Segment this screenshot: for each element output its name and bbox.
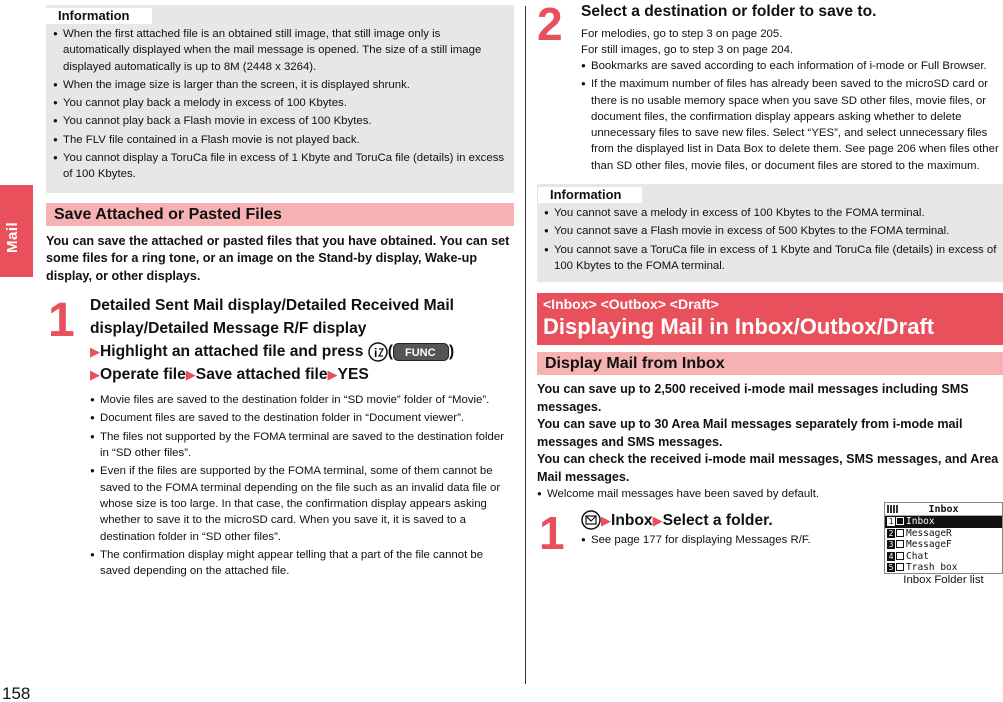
folder-row [885,516,1002,528]
note-bullet: ● Even if the files are supported by the FOMA terminal, some of them cannot be saved to the FOMA terminal depending on the file such as an invalid data file or whose size is too large. In that case, the confirmation display appears asking whether to save it to the microSD card. When you save it, it is saved to a destination folder in “SD other files”. [90,463,514,544]
row-number: 4 [888,551,894,561]
note-bullet: ● The confirmation display might appear telling that a part of the file cannot be saved depending on the attached file. [90,547,514,580]
step-line-1: Detailed Sent Mail display/Detailed Received Mail display/Detailed Message R/F display [90,297,454,338]
note-bullet: ● The files not supported by the FOMA terminal are saved to the destination folder in “SD other files”. [90,429,514,462]
arrow-icon: ▶ [327,367,338,383]
info-bullet: ● The FLV file contained in a Flash movie is not played back. [53,132,508,148]
step-title: Detailed Sent Mail display/Detailed Received Mail display/Detailed Message R/F display ▶Highlight an attached file and press i ( FUNC ) ▶Operate file▶Save attached file▶YES [90,297,455,384]
func-key-label: FUNC [404,347,436,360]
info-bullet: ● You cannot display a ToruCa file in excess of 1 Kbyte and ToruCa file (details) in excess of 100 Kbytes. [53,150,508,183]
step-number-text: 1 [539,508,565,555]
note-bullet: ● Movie files are saved to the destination folder in “SD movie” folder of “Movie”. [90,392,514,408]
row-number: 3 [888,540,894,550]
arrow-icon: ▶ [90,344,100,360]
info-bullet: ● When the first attached file is an obtained still image, that still image only is automatically displayed when the mail message is opened. The size of a still image displayed automatically is up to 8M (2448 x 3264). [53,26,508,75]
step-text: For melodies, go to step 3 on page 205. [581,28,783,40]
paragraph: You can save up to 2,500 received i-mode mail messages including SMS messages. [537,382,969,414]
title-band-subtitle: <Inbox> <Outbox> <Draft> [543,296,719,313]
step-line-3a: Operate file [100,366,186,384]
step-2-notes [581,58,1003,174]
note-bullet: ● Welcome mail messages have been saved by default. [537,486,1003,502]
folder-row [885,528,1002,540]
note-bullet: ● If the maximum number of files has already been saved to the microSD card or there is no usable memory space when you save SD other files, movie files, or document files, the confirmation display appears asking whether to delete unnecessary files to save new files. Select “YES”, and select unnecessary files from the displayed list in Data Box to delete them. See page 206 when files other than SD other files, movie files, or document files are stored to the maximum. [581,76,1003,174]
folder-icon [896,540,904,548]
signal-icon [887,505,899,513]
information-label: Information [46,8,152,24]
step-2 [537,0,1003,174]
column-divider [525,6,526,684]
inbox-folder-screen [884,502,1003,574]
page-number: 158 [2,684,31,702]
section-title: Save Attached or Pasted Files [46,203,514,226]
default-note [537,486,1003,502]
i-mode-key-icon [368,342,388,362]
folder-row [885,539,1002,551]
row-number: 5 [888,563,894,573]
info-bullet: ● You cannot play back a melody in excess of 100 Kbytes. [53,95,508,111]
row-label: MessageR [906,527,952,539]
note-bullet: ● See page 177 for displaying Messages R/F. [581,532,1003,548]
step-select: Select a folder. [662,511,773,529]
side-tab-label: Mail [4,221,21,253]
information-box [537,184,1003,282]
information-box [46,5,514,193]
row-label: Chat [906,550,929,562]
trash-icon [896,563,904,571]
step-text: For still images, go to step 3 on page 204. [581,44,794,56]
step-inbox: Inbox [611,511,653,529]
folder-row [885,562,1002,574]
note-bullet: ● Document files are saved to the destination folder in “Document viewer”. [90,410,514,426]
chapter-title-band [537,293,1003,345]
row-label: Inbox [906,516,935,527]
folder-row [885,551,1002,563]
paragraph: You can save up to 30 Area Mail messages separately from i-mode mail messages and SMS messages. [537,417,963,449]
step-1-notes [90,392,514,579]
folder-icon [896,552,904,560]
arrow-icon: ▶ [652,512,663,528]
note-bullet: ● Bookmarks are saved according to each information of i-mode or Full Browser. [581,58,1003,74]
step-line-3b: Save attached file [195,366,328,384]
svg-text:i: i [373,346,378,361]
information-label: Information [538,187,642,203]
info-bullet: ● You cannot save a ToruCa file in excess of 1 Kbyte and ToruCa file (details) in excess of 100 Kbytes to the FOMA terminal. [544,242,997,275]
info-bullet: ● When the image size is larger than the screen, it is displayed shrunk. [53,77,508,93]
info-bullet: ● You cannot save a Flash movie in excess of 500 Kbytes to the FOMA terminal. [544,223,997,239]
step-number-2-icon [537,0,577,46]
folder-icon [896,529,904,537]
arrow-icon: ▶ [601,512,611,528]
step-line-3c: YES [337,366,369,384]
screen-title: Inbox [928,504,959,515]
row-number: 1 [888,517,894,526]
section-title: Display Mail from Inbox [537,352,1003,375]
row-label: Trash box [906,562,958,574]
info-bullet: ● You cannot save a melody in excess of 100 Kbytes to the FOMA terminal. [544,205,997,221]
right-column [537,0,1003,555]
step-number-1-icon [537,509,577,555]
information-list [544,205,997,274]
step-number-text: 1 [48,294,75,341]
step-number-1-icon [46,294,86,340]
step-line-2: Highlight an attached file and press [100,343,364,361]
screen-caption: Inbox Folder list [903,574,984,586]
step-title: Select a destination or folder to save to. [581,3,877,20]
side-tab-mail [0,185,33,277]
screen-header [885,503,1002,516]
mail-key-icon [581,510,601,530]
information-list [53,26,508,183]
arrow-icon: ▶ [90,367,100,383]
folder-icon [896,517,904,525]
row-number: 2 [888,528,894,538]
func-key-icon [393,343,449,361]
title-band-title: Displaying Mail in Inbox/Outbox/Draft [543,314,935,340]
info-bullet: ● You cannot play back a Flash movie in excess of 100 Kbytes. [53,113,508,129]
arrow-icon: ▶ [185,367,196,383]
row-label: MessageF [906,539,952,551]
intro-paragraph: You can save the attached or pasted files that you have obtained. You can set some files for a ring tone, or an image on the Stand-by display, Wake-up display, or other displays. [46,233,510,283]
left-column [46,5,514,581]
step-number-text: 2 [537,0,563,46]
paragraph: You can check the received i-mode mail messages, SMS messages, and Area Mail messages. [537,452,999,484]
step-1 [46,294,514,579]
